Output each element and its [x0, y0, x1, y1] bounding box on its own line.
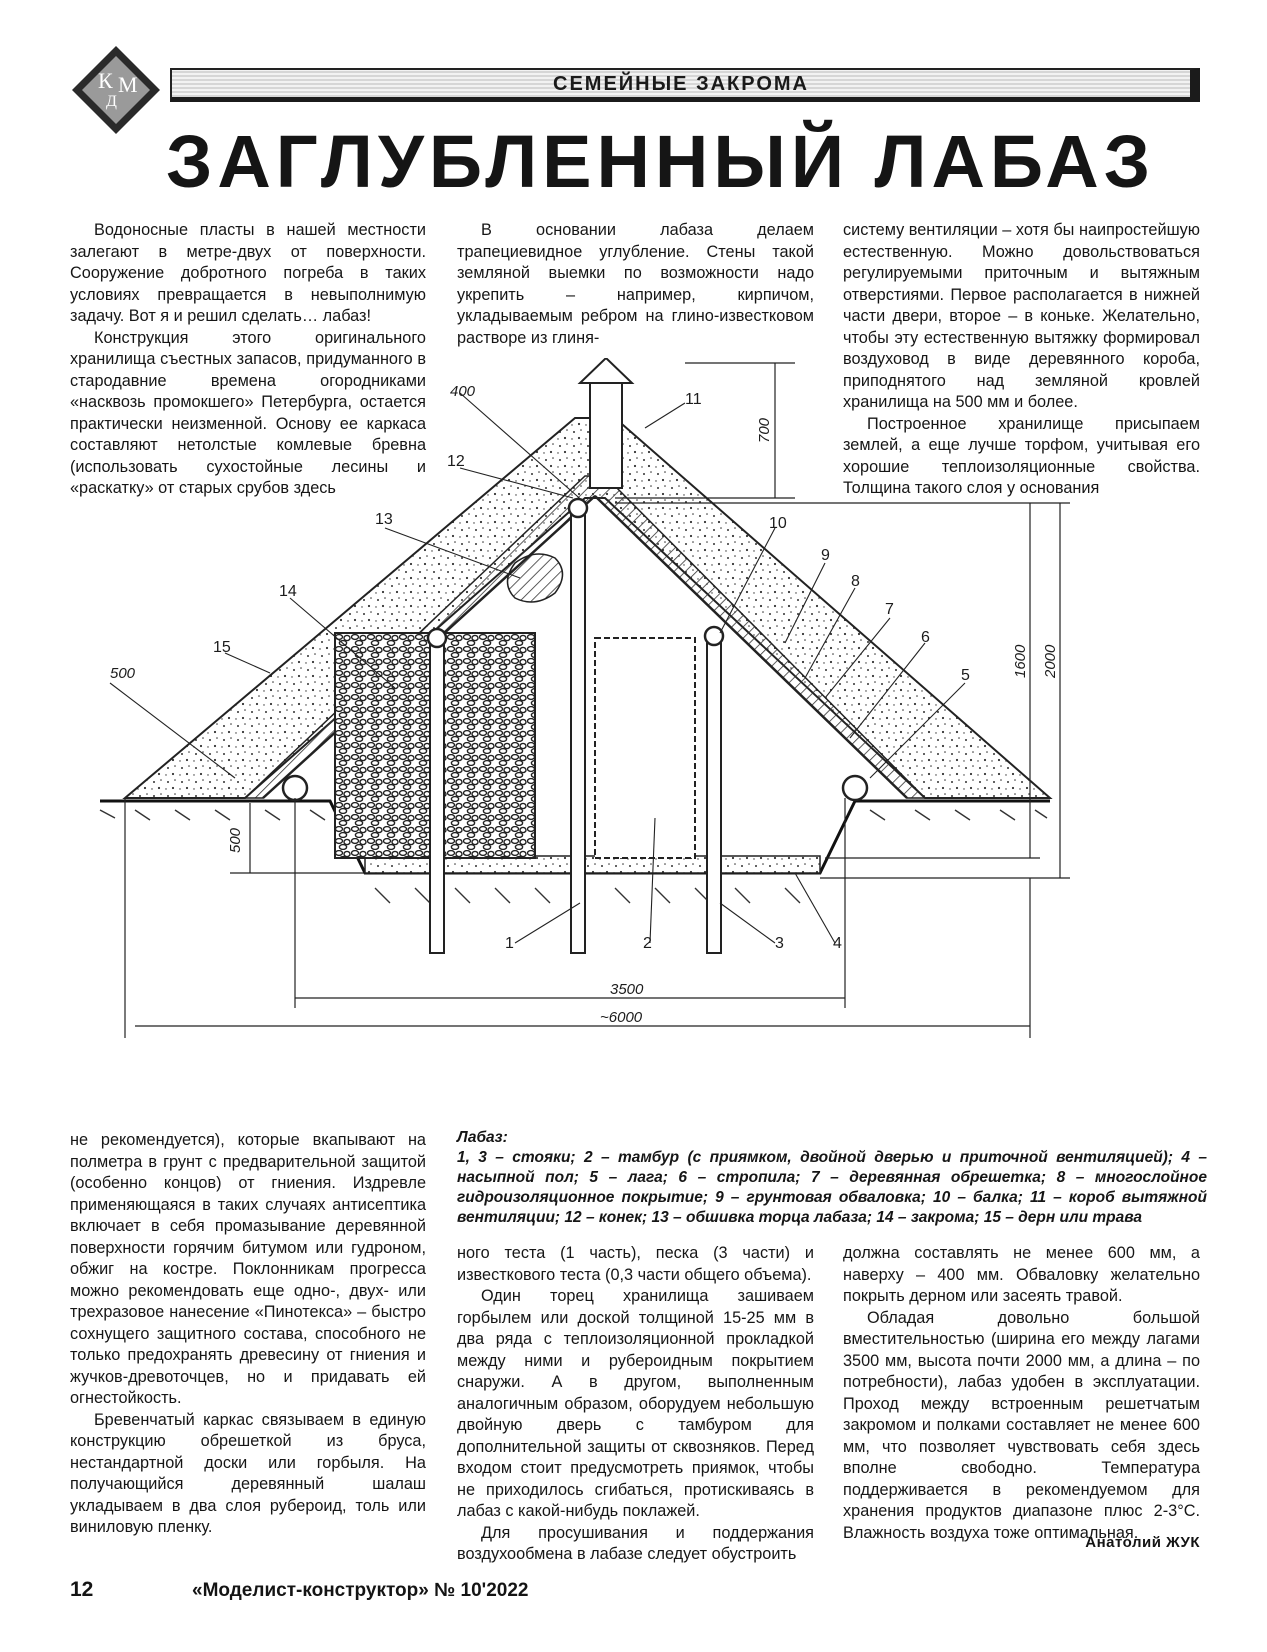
paragraph: не рекомендуется), которые вкапывают на полметра в грунт с предварительной защитой (особенно концов) от гниения. Издревле применяющаяся в таких случаях антисептика включает в себя промазывание деревянной поверхности горячим битумом или гудроном, обжиг на костре. Поклонникам прогресса можно рекомендовать еще одно-, двух- или трехразовое нанесение «Пинотекса» – быстро сохнущего защитного состава, способного не только предохранять древесину от гниения и жучков-древоточцев, но и придавать ей огнестойкость.: [70, 1131, 426, 1407]
figure-caption: [457, 1128, 1207, 1228]
article-title: ЗАГЛУБЛЕННЫЙ ЛАБАЗ: [166, 120, 1156, 203]
vent-duct: [590, 383, 622, 488]
label-7: 7: [885, 601, 894, 618]
dim-vent-height: 700: [756, 417, 773, 443]
dim-top-layer: 400: [450, 383, 476, 400]
door-frame: [595, 638, 695, 858]
dim-inner-width: 3500: [610, 981, 644, 998]
label-11: 11: [685, 391, 702, 408]
label-6: 6: [921, 629, 930, 646]
paragraph: Построенное хранилище присыпаем землей, а еще лучше торфом, учитывая его хорошие теплоизоляционные свойства. Толщина такого слоя у основания: [843, 414, 1200, 497]
paragraph: В основании лабаза делаем трапециевидное углубление. Стены такой земляной выемки по возможности надо укрепить – например, кирпичом, укладываемым ребром на глино-известковом растворе из глиня-: [457, 221, 814, 347]
text-column-bottom-3: [843, 1243, 1200, 1544]
paragraph: ного теста (1 часть), песка (3 части) и известкового теста (0,3 части общего объема).: [457, 1244, 814, 1284]
paragraph: Бревенчатый каркас связываем в единую конструкцию обрешеткой из бруса, нестандартной доски или горбыля. На получающийся деревянный шалаш укладываем в два слоя рубероид, толь или виниловую пленку.: [70, 1410, 426, 1536]
label-9: 9: [821, 547, 830, 564]
label-15: 15: [213, 639, 231, 656]
storage-cross-section-diagram: [95, 358, 1215, 1083]
dim-total-height: 2000: [1042, 644, 1059, 678]
label-1: 1: [505, 935, 514, 952]
text-column-bottom-2: [457, 1243, 814, 1566]
paragraph: Конструкция этого оригинального хранилища съестных запасов, придуманного в стародавние времена огородниками «насквозь промокшего» Петербурга, остается практически неизменной. Основу ее каркаса составляют нетолстые комлевые бревна (использовать сухостойные лесины и «раскатку» от старых срубов здесь: [70, 328, 426, 497]
label-8: 8: [851, 573, 860, 590]
beam-log-right: [705, 627, 723, 645]
paragraph: Водоносные пласты в нашей местности залегают в метре-двух от поверхности. Сооружение добротного погреба в таких условиях превращается в невыполнимую задачу. Вот я и решил сделать… лабаз!: [70, 221, 426, 325]
post-2: [571, 513, 585, 953]
section-header-bar: [170, 68, 1200, 102]
sleeper-right: [843, 776, 867, 800]
paragraph: систему вентиляции – хотя бы наипростейшую естественную. Можно довольствоваться регулируемыми приточным и вытяжным отверстиями. Первое располагается в нижней части двери, второе – в коньке. Желательно, чтобы эту естественную вытяжку формировал воздуховод в виде деревянного короба, приподнятого над земляной кровлей хранилища на 500 мм и более.: [843, 221, 1200, 411]
magazine-logo: [70, 44, 162, 136]
paragraph: Один торец хранилища зашиваем горбылем или доской толщиной 15-25 мм в два ряда с теплоизоляционной прокладкой между ними и рубероидным покрытием снаружи. А в другом, выполненным аналогичным образом, оборудуем небольшую двойную дверь с тамбуром для дополнительной защиты от сквозняков. Перед входом стоит предусмотреть приямок, чтобы не приходилось сгибаться, протискиваясь в лабаз с какой-нибудь поклажей.: [457, 1287, 814, 1520]
vent-cap: [580, 358, 632, 383]
post-1: [430, 643, 444, 953]
dim-side-layer: 500: [110, 665, 136, 682]
sleeper-left: [283, 776, 307, 800]
section-label: СЕМЕЙНЫЕ ЗАКРОМА: [553, 73, 809, 95]
dim-depth: 500: [227, 827, 244, 853]
label-5: 5: [961, 667, 970, 684]
logo-letter-k: К: [98, 68, 113, 93]
label-12: 12: [447, 453, 465, 470]
paragraph: должна составлять не менее 600 мм, а наверху – 400 мм. Обваловку желательно покрыть дерном или засеять травой.: [843, 1244, 1200, 1305]
label-13: 13: [375, 511, 393, 528]
logo-letter-d: Д: [106, 93, 117, 110]
label-10: 10: [769, 515, 787, 532]
paragraph: Обладая довольно большой вместительностью (ширина его между лагами 3500 мм, высота почти 2000 мм, а длина – по потребности), лабаз удобен в эксплуатации. Проход между встроенным решетчатым закромом и полками составляет не менее 600 мм, что позволяет чувствовать себя здесь вполне свободно. Температура поддерживается в рекомендуемом для хранения продуктов диапазоне плюс 2-3°С. Влажность воздуха тоже оптимальная.: [843, 1308, 1200, 1542]
author-signature: Анатолий ЖУК: [1085, 1534, 1200, 1551]
paragraph: Для просушивания и поддержания воздухообмена в лабазе следует обустроить: [457, 1523, 814, 1563]
label-14: 14: [279, 583, 297, 600]
page-number: 12: [70, 1578, 94, 1601]
caption-heading: Лабаз:: [457, 1129, 508, 1146]
earth-mound: [125, 418, 1050, 798]
text-column-top-2: [457, 220, 814, 349]
label-4: 4: [833, 935, 842, 952]
label-2: 2: [643, 935, 652, 952]
post-3: [707, 638, 721, 953]
caption-legend: 1, 3 – стояки; 2 – тамбур (с приямком, двойной дверью и приточной вентиляцией); 4 – насыпной пол; 5 – лага; 6 – стропила; 7 – деревянная обрешетка; 8 – многослойное гидроизоляционное покрытие; 9 – грунтовая обваловка; 10 – балка; 11 – короб вытяжной вентиляции; 12 – конек; 13 – обшивка торца лабаза; 14 – закрома; 15 – дерн или трава: [457, 1149, 1207, 1226]
dim-inner-height: 1600: [1012, 644, 1029, 678]
dim-total-width: ~6000: [600, 1009, 643, 1026]
text-column-bottom-1: [70, 1130, 426, 1539]
logo-letter-m: М: [118, 72, 138, 97]
journal-name: «Моделист-конструктор» № 10'2022: [192, 1580, 529, 1601]
beam-log-left: [428, 629, 446, 647]
label-3: 3: [775, 935, 784, 952]
